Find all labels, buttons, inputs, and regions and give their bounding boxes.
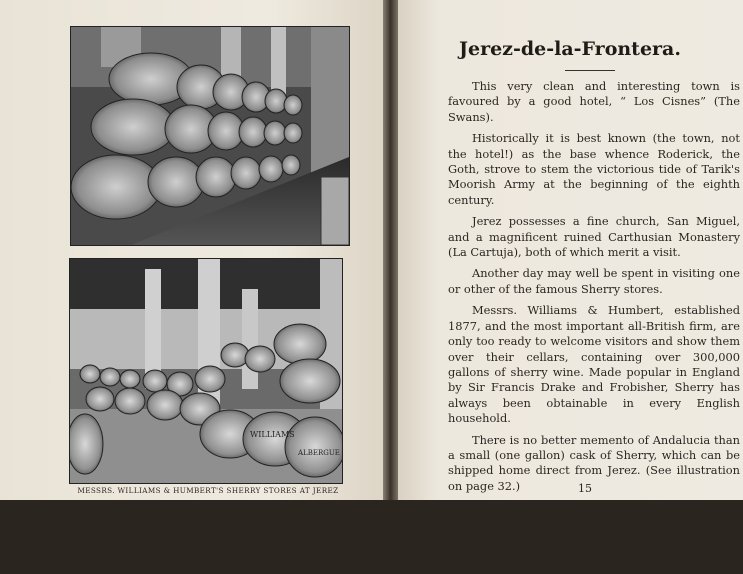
page-title: Jerez-de-la-Frontera.	[459, 38, 681, 60]
photo-sherry-stores	[69, 258, 343, 484]
title-rule	[565, 70, 615, 71]
paragraph: There is no better memento of Andalucia than a small (one gallon) cask of Sherry, which can be shipped home direct from Jerez. (See illustration on page 32.)	[448, 432, 740, 493]
paragraph: Jerez can be reached by motor or rail from either Algeciras, Ronda or Sevilla in a few hours.	[448, 536, 740, 567]
paragraph: This very clean and interesting town is favoured by a good hotel, “ Los Cisnes” (The Swans).	[448, 79, 740, 124]
photo-barrel-stacks-image	[71, 27, 349, 245]
cask-label-2: ALBERGUE	[298, 449, 340, 457]
photo-caption: MESSRS. WILLIAMS & HUMBERT'S SHERRY STORES AT JEREZ	[77, 486, 339, 495]
book-gutter	[383, 0, 398, 500]
photo-sherry-stores-image	[70, 259, 342, 483]
cask-label-1: WILLIAMS	[250, 430, 295, 439]
paragraph: Jerez possesses a fine church, San Miguel, and a magnificent ruined Carthusian Monastery (La Cartuja), both of which merit a visit.	[448, 214, 740, 260]
page-number: 15	[578, 482, 592, 495]
paragraph: Messrs. Williams & Humbert, established 1877, and the most important all-British firm, are only too ready to welcome visitors and show them over their cellars, containing over 300,000 gallons of sherry wine. Made popular in England by Sir Francis Drake and Frobisher, Sherry has always been obtainable in every English household.	[448, 303, 740, 426]
paragraph: Historically it is best known (the town, not the hotel!) as the base whence Roderick, the Goth, strove to stem the victorious tide of Tarik's Moorish Army at the beginning of the eighth century.	[448, 131, 740, 207]
photo-barrel-stacks	[70, 26, 350, 246]
paragraph: Another day may well be spent in visiting one or other of the famous Sherry stores.	[448, 266, 740, 296]
left-page	[0, 0, 383, 500]
paragraph: The old town of Arcos is within an hour's motor run and is well worth a visit.	[448, 500, 740, 530]
